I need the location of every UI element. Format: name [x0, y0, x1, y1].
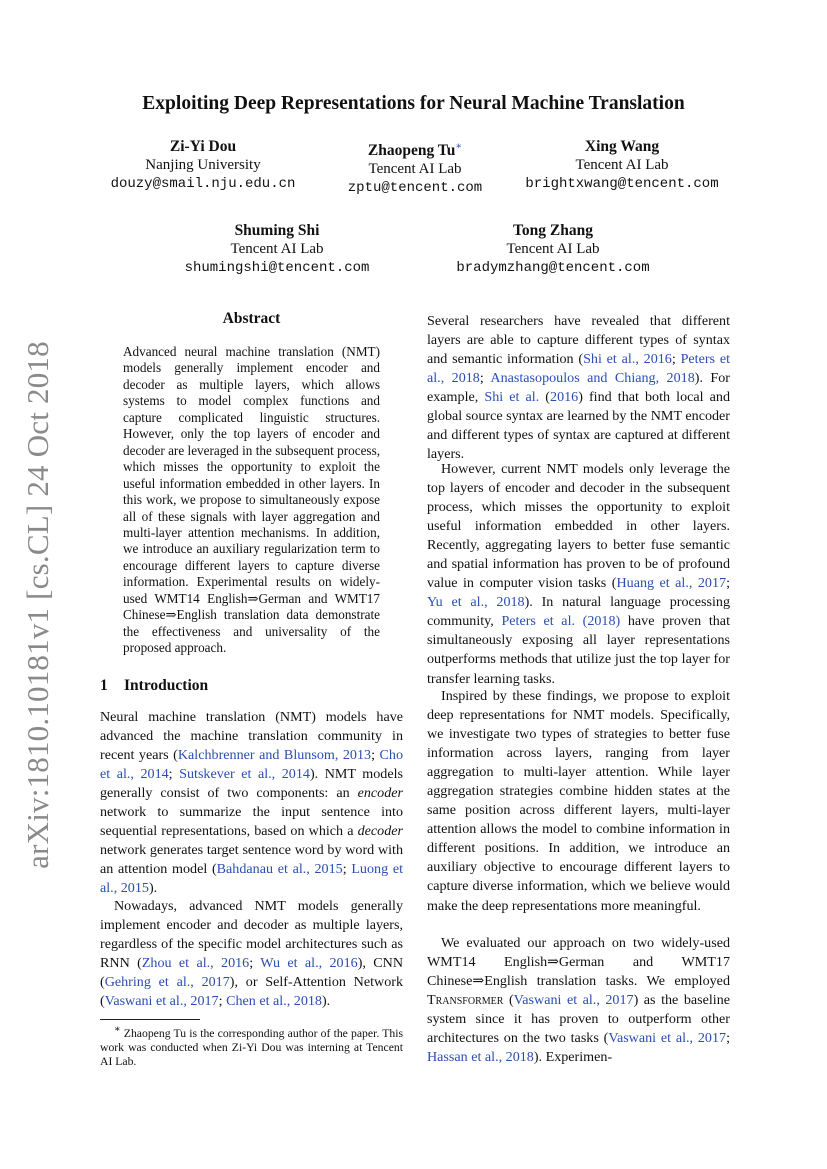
emphasis-term: decoder: [357, 823, 403, 840]
intro-paragraph-1: Neural machine translation (NMT) models have advanced the machine translation community in recent years (Kalchbrenner and Blunsom, 2013; Cho et al., 2014; Sutskever et al., 2014). NMT models generally consist of two components: an encoder network to summarize the input sentence into sequential representations, based on which a decoder network generates target sentence word by word with an attention model (Bahdanau et al., 2015; Luong et al., 2015).: [100, 709, 404, 897]
citation-link[interactable]: Sutskever et al., 2014: [179, 766, 310, 783]
author-block-1: [83, 137, 323, 194]
citation-link[interactable]: Yu et al., 2018: [427, 594, 525, 611]
citation-link[interactable]: Vaswani et al., 2017: [513, 992, 634, 1009]
footnote: ∗ Zhaopeng Tu is the corresponding author of the paper. This work was conducted when Zi-Yi Dou was interning at Tencent AI Lab.: [100, 1024, 403, 1068]
citation-link[interactable]: Hassan et al., 2018: [427, 1049, 534, 1066]
right-paragraph-3: Inspired by these findings, we propose to exploit deep representations for NMT models. Specifically, we investigate two types of strategies to better fuse information across layers, ranging from layer aggregation to multi-layer attention. While layer aggregation strategies combine hidden states at the same position across different layers, multi-layer attention allows the model to combine information in different positions. In addition, we introduce an auxiliary objective to encourage different layers to capture diverse information, which we believe would make the deep representations more meaningful.: [427, 688, 730, 914]
arxiv-id-text: arXiv:1810.10181v1 [cs.CL] 24 Oct 2018: [20, 341, 56, 869]
author-affiliation: Nanjing University: [145, 157, 261, 173]
author-block-2: [295, 137, 535, 198]
author-affiliation: Tencent AI Lab: [506, 241, 600, 257]
arxiv-identifier-stamp: [14, 341, 62, 869]
author-name: Tong Zhang: [513, 222, 593, 239]
author-email[interactable]: bradymzhang@tencent.com: [456, 260, 650, 276]
author-block-3: [502, 137, 742, 194]
author-name: Xing Wang: [584, 138, 660, 155]
citation-link[interactable]: Kalchbrenner and Blunsom, 2013: [177, 747, 372, 764]
author-email[interactable]: brightxwang@tencent.com: [525, 176, 719, 192]
author-email[interactable]: zptu@tencent.com: [347, 180, 483, 197]
author-affiliation: Tencent AI Lab: [368, 161, 462, 178]
citation-link[interactable]: 2016: [550, 389, 579, 406]
footnote-mark: ∗: [114, 1024, 121, 1035]
author-name: Zi-Yi Dou: [169, 138, 237, 155]
paper-title: Exploiting Deep Representations for Neural Machine Translation: [142, 93, 685, 114]
right-paragraph-4: We evaluated our approach on two widely-used WMT14 English⇒German and WMT17 Chinese⇒English translation tasks. We employed Transformer (Vaswani et al., 2017) as the baseline system since it has proven to outperform other architectures on the two tasks (Vaswani et al., 2017; Hassan et al., 2018). Experimen-: [427, 935, 730, 1066]
author-block-5: [433, 221, 673, 278]
citation-link[interactable]: Huang et al., 2017: [616, 575, 727, 592]
citation-link[interactable]: Zhou et al., 2016: [141, 955, 250, 972]
citation-link[interactable]: Peters et al. (2018): [501, 613, 621, 630]
citation-link[interactable]: Bahdanau et al., 2015: [216, 861, 343, 878]
author-name: Shuming Shi: [234, 222, 320, 239]
citation-link[interactable]: Shi et al.: [484, 389, 540, 406]
citation-link[interactable]: Vaswani et al., 2017: [104, 993, 219, 1010]
author-affiliation: Tencent AI Lab: [575, 157, 669, 173]
footnote-rule: [100, 1019, 200, 1020]
citation-link[interactable]: Cho et al., 2014: [100, 747, 403, 783]
citation-link[interactable]: Chen et al., 2018: [226, 993, 322, 1010]
citation-link[interactable]: Peters et al., 2018: [427, 351, 730, 387]
system-name: Transformer: [427, 992, 504, 1009]
author-email[interactable]: douzy@smail.nju.edu.cn: [110, 176, 296, 192]
author-name: Zhaopeng Tu: [367, 142, 456, 160]
emphasis-term: encoder: [357, 785, 403, 802]
abstract-heading: Abstract: [222, 310, 281, 327]
citation-link[interactable]: Vaswani et al., 2017: [608, 1030, 727, 1047]
author-affiliation: Tencent AI Lab: [230, 241, 324, 257]
section-title: Introduction: [124, 677, 209, 694]
citation-link[interactable]: Wu et al., 2016: [260, 955, 358, 972]
citation-link[interactable]: Shi et al., 2016: [583, 351, 672, 368]
author-block-4: [157, 221, 397, 278]
section-heading-introduction: [100, 677, 208, 695]
citation-link[interactable]: Anastasopoulos and Chiang, 2018: [490, 370, 695, 387]
citation-link[interactable]: Luong et al., 2015: [100, 861, 403, 897]
section-number: 1: [100, 677, 108, 694]
right-paragraph-1: Several researchers have revealed that different layers are able to capture different types of syntax and semantic information (Shi et al., 2016; Peters et al., 2018; Anastasopoulos and Chiang, 2018). For example, Shi et al. (2016) find that both local and global source syntax are learned by the NMT encoder and different types of syntax are captured at different layers.: [427, 313, 730, 463]
citation-link[interactable]: Gehring et al., 2017: [104, 974, 230, 991]
author-email[interactable]: shumingshi@tencent.com: [184, 260, 370, 276]
intro-paragraph-2: Nowadays, advanced NMT models generally implement encoder and decoder as multiple layers, regardless of the specific model architectures such as RNN (Zhou et al., 2016; Wu et al., 2016), CNN (Gehring et al., 2017), or Self-Attention Network (Vaswani et al., 2017; Chen et al., 2018).: [100, 898, 404, 1010]
right-paragraph-2: However, current NMT models only leverage the top layers of encoder and decoder in the subsequent process, which misses the opportunity to exploit useful information embedded in other layers. Recently, aggregating layers to better fuse semantic and spatial information has proven to be of profound value in computer vision tasks (Huang et al., 2017; Yu et al., 2018). In natural language processing community, Peters et al. (2018) have proven that simultaneously exposing all layer representations outperforms methods that utilize just the top layer for transfer learning tasks.: [427, 461, 730, 687]
abstract-text: Advanced neural machine translation (NMT) models generally implement encoder and decoder as multiple layers, which allows systems to model complex functions and capture complicated linguistic structures. However, only the top layers of encoder and decoder are leveraged in the subsequent process, which misses the opportunity to exploit the useful information embedded in other layers. In this work, we propose to simultaneously expose all of these signals with layer aggregation and multi-layer attention mechanisms. In addition, we introduce an auxiliary regularization term to encourage different layers to capture diverse information. Experimental results on widely-used WMT14 English⇒German and WMT17 Chinese⇒English translation data demonstrate the effectiveness and universality of the proposed approach.: [123, 344, 380, 656]
corresponding-author-mark[interactable]: ∗: [455, 141, 463, 152]
